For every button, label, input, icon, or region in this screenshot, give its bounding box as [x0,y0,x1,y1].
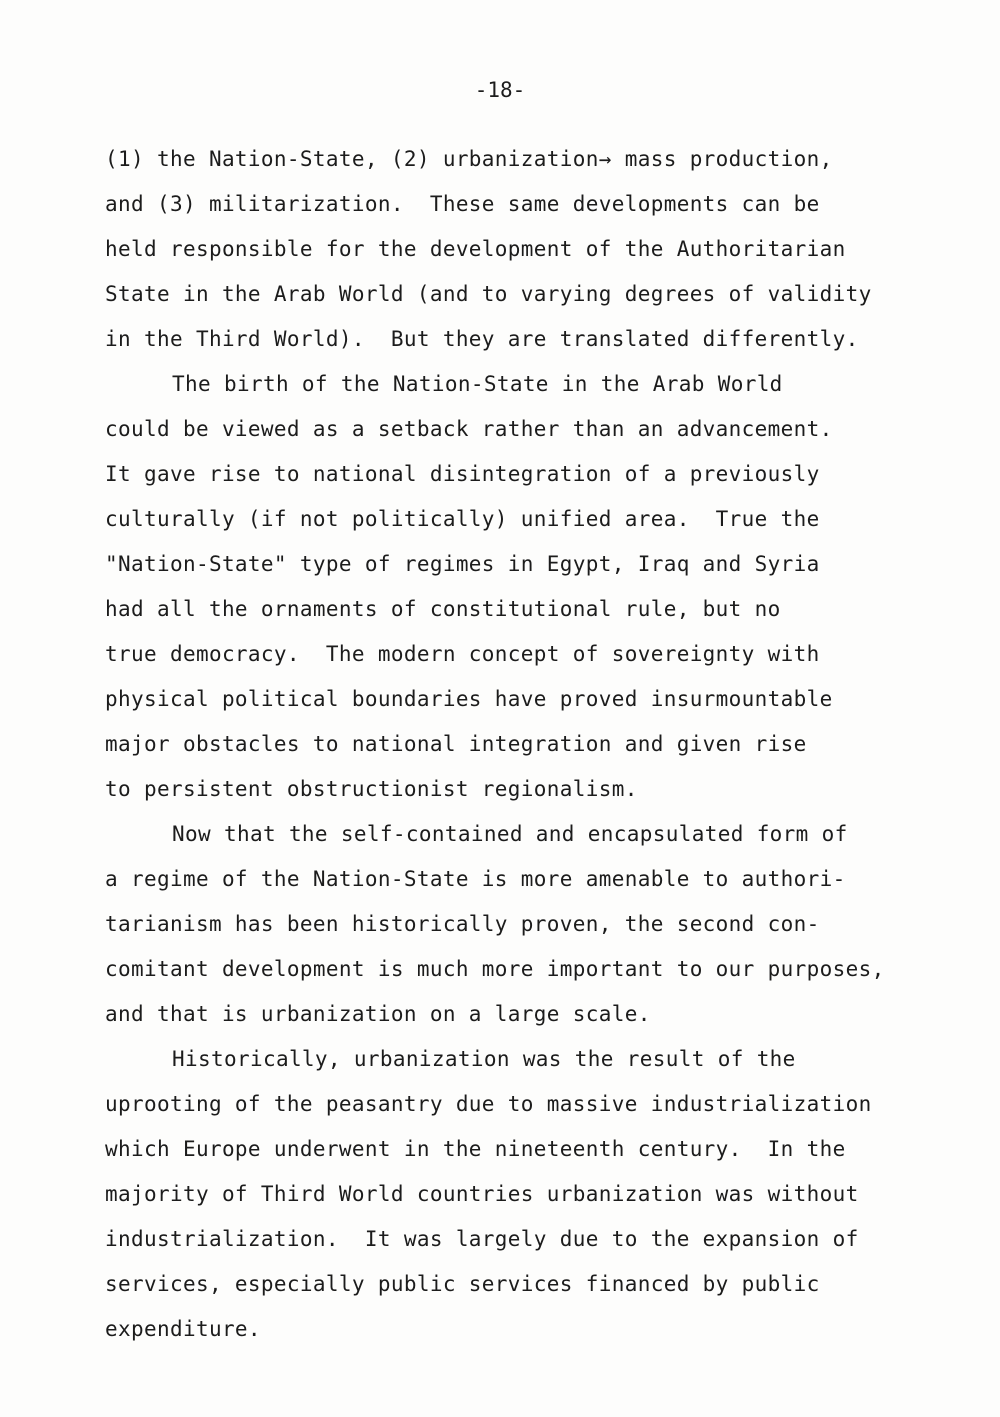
text-line: majority of Third World countries urbanization was without [105,1182,859,1206]
text-line: which Europe underwent in the nineteenth century. In the [105,1137,846,1161]
text-line: uprooting of the peasantry due to massive industrialization [105,1092,872,1116]
text-line: in the Third World). But they are translated differently. [105,327,859,351]
text-line: "Nation-State" type of regimes in Egypt, Iraq and Syria [105,552,820,576]
text-line: It gave rise to national disintegration of a previously [105,462,820,486]
paragraph-first-line: Now that the self-contained and encapsulated form of [172,822,848,846]
text-line: held responsible for the development of the Authoritarian [105,237,846,261]
text-line: comitant development is much more important to our purposes, [105,957,885,981]
page-number: -18- [474,78,526,102]
text-line: true democracy. The modern concept of sovereignty with [105,642,820,666]
text-line: culturally (if not politically) unified area. True the [105,507,820,531]
text-line: industrialization. It was largely due to the expansion of [105,1227,859,1251]
text-line: had all the ornaments of constitutional rule, but no [105,597,781,621]
text-line: and that is urbanization on a large scale. [105,1002,651,1026]
text-line: tarianism has been historically proven, the second con- [105,912,820,936]
paragraph-first-line: The birth of the Nation-State in the Arab World [172,372,783,396]
text-line: to persistent obstructionist regionalism. [105,777,638,801]
text-line: State in the Arab World (and to varying degrees of validity [105,282,872,306]
text-line: major obstacles to national integration and given rise [105,732,807,756]
text-line: physical political boundaries have proved insurmountable [105,687,833,711]
paragraph-first-line: Historically, urbanization was the result of the [172,1047,796,1071]
text-line: a regime of the Nation-State is more amenable to authori- [105,867,846,891]
text-line: could be viewed as a setback rather than an advancement. [105,417,833,441]
text-line: expenditure. [105,1317,261,1341]
text-line: and (3) militarization. These same developments can be [105,192,820,216]
text-line: (1) the Nation-State, (2) urbanization→ mass production, [105,147,833,171]
text-line: services, especially public services financed by public [105,1272,820,1296]
